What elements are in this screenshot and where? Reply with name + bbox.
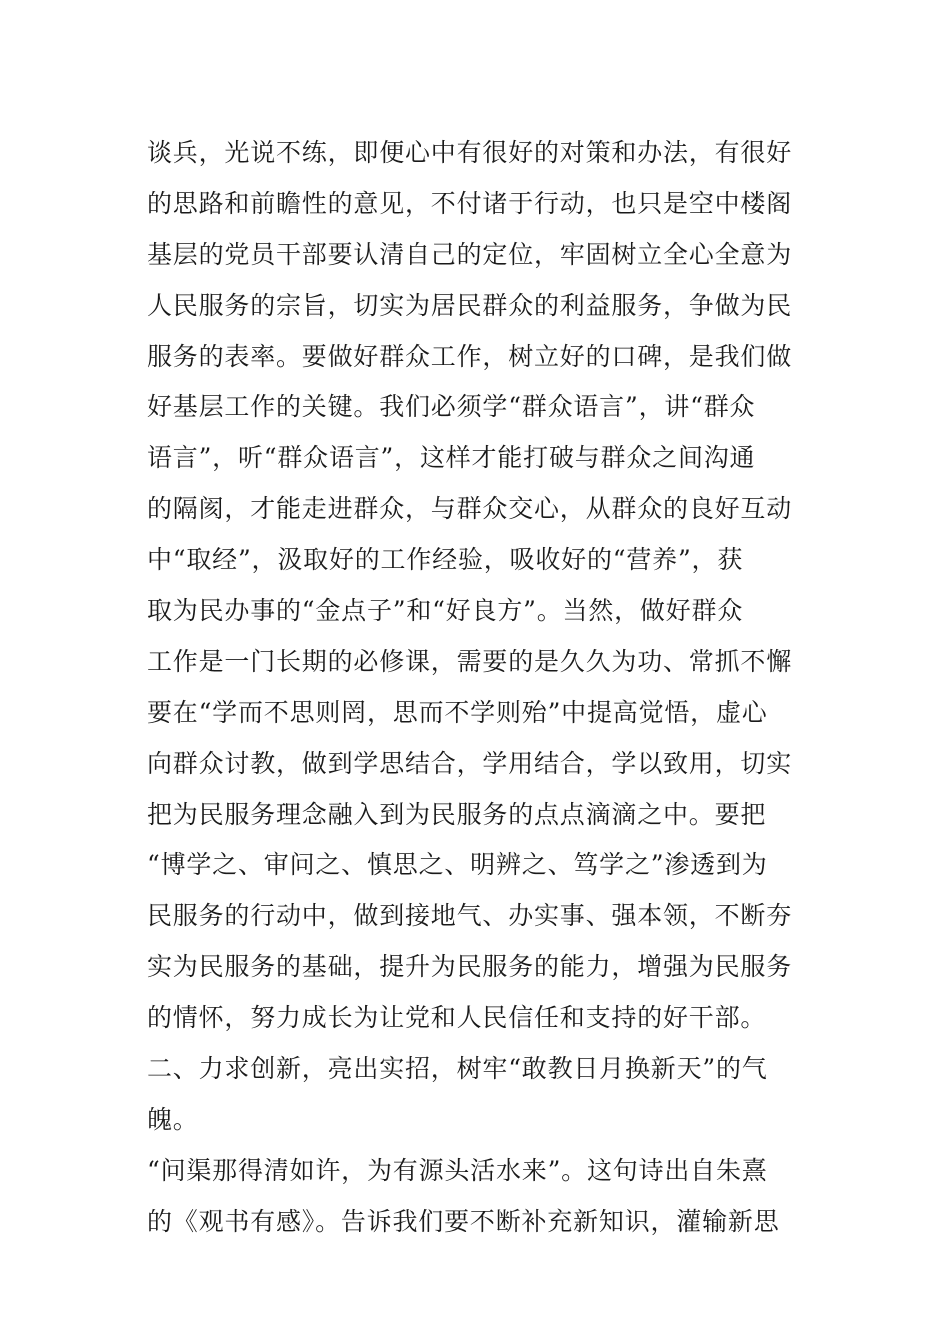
body-text [147,128,827,1248]
text-line: 工作是一门长期的必修课，需要的是久久为功、常抓不懈 [147,646,793,676]
text-line: 好基层工作的关键。我们必须学“群众语言”，讲“群众 [147,392,756,422]
text-line: 把为民服务理念融入到为民服务的点点滴滴之中。要把 [147,799,767,829]
section-heading-line: 二、力求创新，亮出实招，树牢“敢教日月换新天”的气 [147,1054,768,1084]
text-line: 的《观书有感》。告诉我们要不断补充新知识，灌输新思 [147,1206,780,1236]
text-line: 实为民服务的基础，提升为民服务的能力，增强为民服务 [147,952,793,982]
text-line: 要在“学而不思则罔，思而不学则殆”中提高觉悟，虚心 [147,697,768,727]
text-line: 民服务的行动中，做到接地气、办实事、强本领，不断夯 [147,901,793,931]
text-line: 的情怀，努力成长为让党和人民信任和支持的好干部。 [147,1003,767,1033]
text-line: “问渠那得清如许，为有源头活水来”。这句诗出自朱熹 [147,1155,768,1185]
text-line: 的思路和前瞻性的意见，不付诸于行动，也只是空中楼阁 [147,188,793,218]
section-heading-line: 魄。 [147,1104,199,1134]
text-line: 服务的表率。要做好群众工作，树立好的口碑，是我们做 [147,341,793,371]
text-line: 的隔阂，才能走进群众，与群众交心，从群众的良好互动 [147,494,793,524]
text-line: 语言”，听“群众语言”，这样才能打破与群众之间沟通 [147,443,756,473]
text-line: 向群众讨教，做到学思结合，学用结合，学以致用，切实 [147,748,793,778]
text-line: 取为民办事的“金点子”和“好良方”。当然，做好群众 [147,596,744,626]
text-line: “博学之、审问之、慎思之、明辨之、笃学之”渗透到为 [147,850,768,880]
text-line: 人民服务的宗旨，切实为居民群众的利益服务，争做为民 [147,290,793,320]
text-line: 中“取经”，汲取好的工作经验，吸收好的“营养”，获 [147,545,744,575]
text-line: 基层的党员干部要认清自己的定位，牢固树立全心全意为 [147,239,793,269]
text-line: 谈兵，光说不练，即便心中有很好的对策和办法，有很好 [147,138,793,167]
